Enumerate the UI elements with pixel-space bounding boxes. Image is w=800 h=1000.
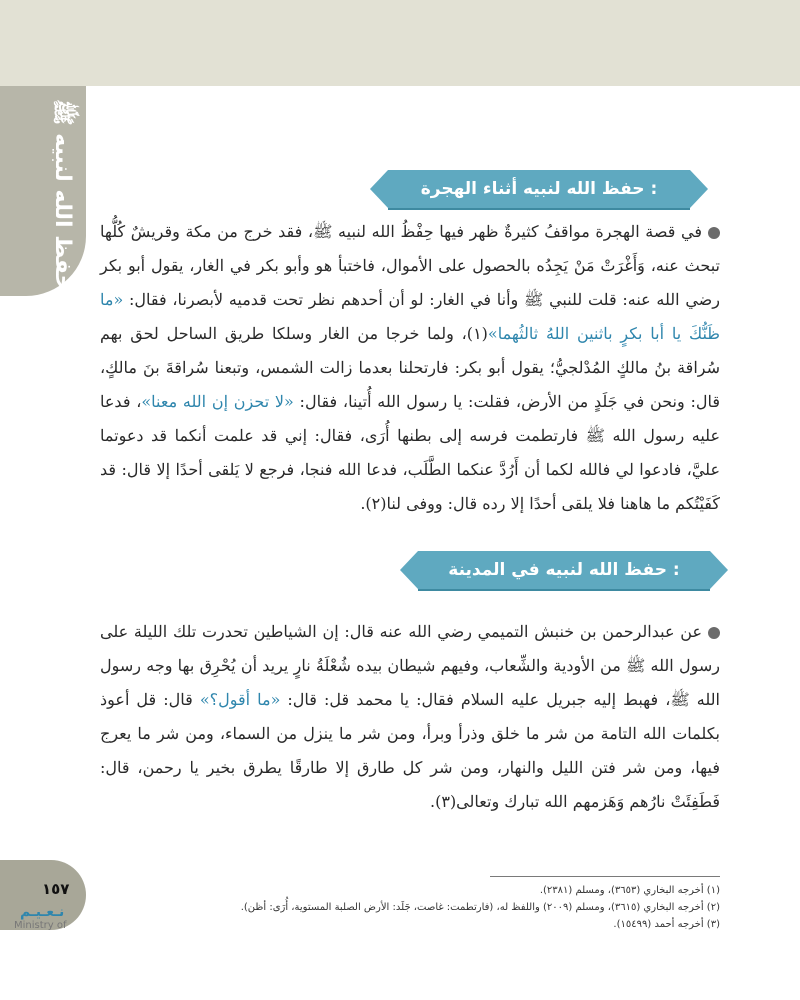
footnotes <box>100 882 720 933</box>
page-number: ١٥٧ <box>42 880 70 898</box>
section-heading-madina: حفظ الله لنبيه في المدينة : <box>418 551 710 589</box>
paragraph-text: ، فدعا عليه رسول الله ﷺ فارتطمت فرسه إلى بطنها أُرَى، فقال: إني قد علمت أنكما قد دعوتما عليَّ، فادعوا لي فالله لكما أن أَرُدَّ عنكما الطَّلَب، فدعا الله فنجا، فرجع لا يَلقى أحدًا إلا قال: قد كَفَيْتُكم ما هاهنا فلا يلقى أحدًا إلا رده قال: ووفى لنا(٢). <box>100 392 720 513</box>
bullet-icon <box>708 627 720 639</box>
paragraph-hijra <box>100 215 720 521</box>
ministry-logo: نـعـيـم <box>20 904 65 920</box>
hadith-quote: «ما ظَنُّكَ يا أبا بكرٍ باثنين اللهُ ثالثُهما» <box>100 290 721 343</box>
quran-quote: «لا تحزن إن الله معنا» <box>141 392 294 411</box>
paragraph-text: عن عبدالرحمن بن خنبش التميمي رضي الله عنه قال: إن الشياطين تحدرت تلك الليلة على رسول الله ﷺ من الأودية والشِّعاب، وفيهم شيطان بيده شُعْلَةُ نارٍ يريد أن يُحْرِق بها وجه رسول الله ﷺ، فهبط إليه جبريل عليه السلام فقال: يا محمد قل: قال: <box>100 622 720 709</box>
footnote-separator <box>490 876 720 877</box>
paragraph-text: (١)، ولما خرجا من الغار وسلكا طريق الساحل لحق بهم سُراقة بنُ مالكٍ المُدْلجيُّ؛ يقول أبو بكر: فارتحلنا بعدما زالت الشمس، وتبعنا سُراقةَ بنَ مالكٍ، قال: ونحن في جَلَدٍ من الأرض، فقلت: يا رسول الله أُتينا، فقال: <box>100 324 721 411</box>
footnote: (٢) أخرجه البخاري (٣٦١٥)، ومسلم (٢٠٠٩) واللفظ له، (فارتطمت: غاصت، جَلَد: الأرض الصلبة المستوية، أُرَى: أظن). <box>240 902 720 913</box>
footnote: (١) أخرجه البخاري (٣٦٥٣)، ومسلم (٢٣٨١). <box>539 885 720 896</box>
paragraph-madina <box>100 615 720 819</box>
ministry-logo-subtitle: Ministry of <box>14 920 67 931</box>
side-title: حفظ الله لنبيه ﷺ <box>50 99 75 291</box>
hadith-quote: «ما أقول؟» <box>199 690 281 709</box>
bullet-icon <box>708 227 720 239</box>
top-decorative-band <box>0 0 800 86</box>
paragraph-text: قال: قل أعوذ بكلمات الله التامة من شر ما خلق وذرأ وبرأ، ومن شر ما ينزل من السماء، ومن شر ما يعرج فيها، ومن شر فتن الليل والنهار، ومن شر كل طارق إلا طارقًا يطرق بخير يا رحمن، قال: فَطَفِئَتْ نارُهم وَهَزمهم الله تبارك وتعالى(٣). <box>100 690 720 811</box>
paragraph-text: في قصة الهجرة مواقفُ كثيرةٌ ظهر فيها حِفْظُ الله لنبيه ﷺ، فقد خرج من مكة وقريشٌ كُلُّها تبحث عنه، وَأَغْرَتْ مَنْ يَجِدُه بالحصول على الأموال، فاختبأ هو وأبو بكر في الغار، يقول أبو بكر رضي الله عنه: قلت للنبي ﷺ وأنا في الغار: لو أن أحدهم نظر تحت قدميه لأبصرنا، فقال: <box>100 222 720 309</box>
section-heading-hijra: حفظ الله لنبيه أثناء الهجرة : <box>388 170 690 208</box>
footnote: (٣) أخرجه أحمد (١٥٤٩٩). <box>613 919 720 930</box>
